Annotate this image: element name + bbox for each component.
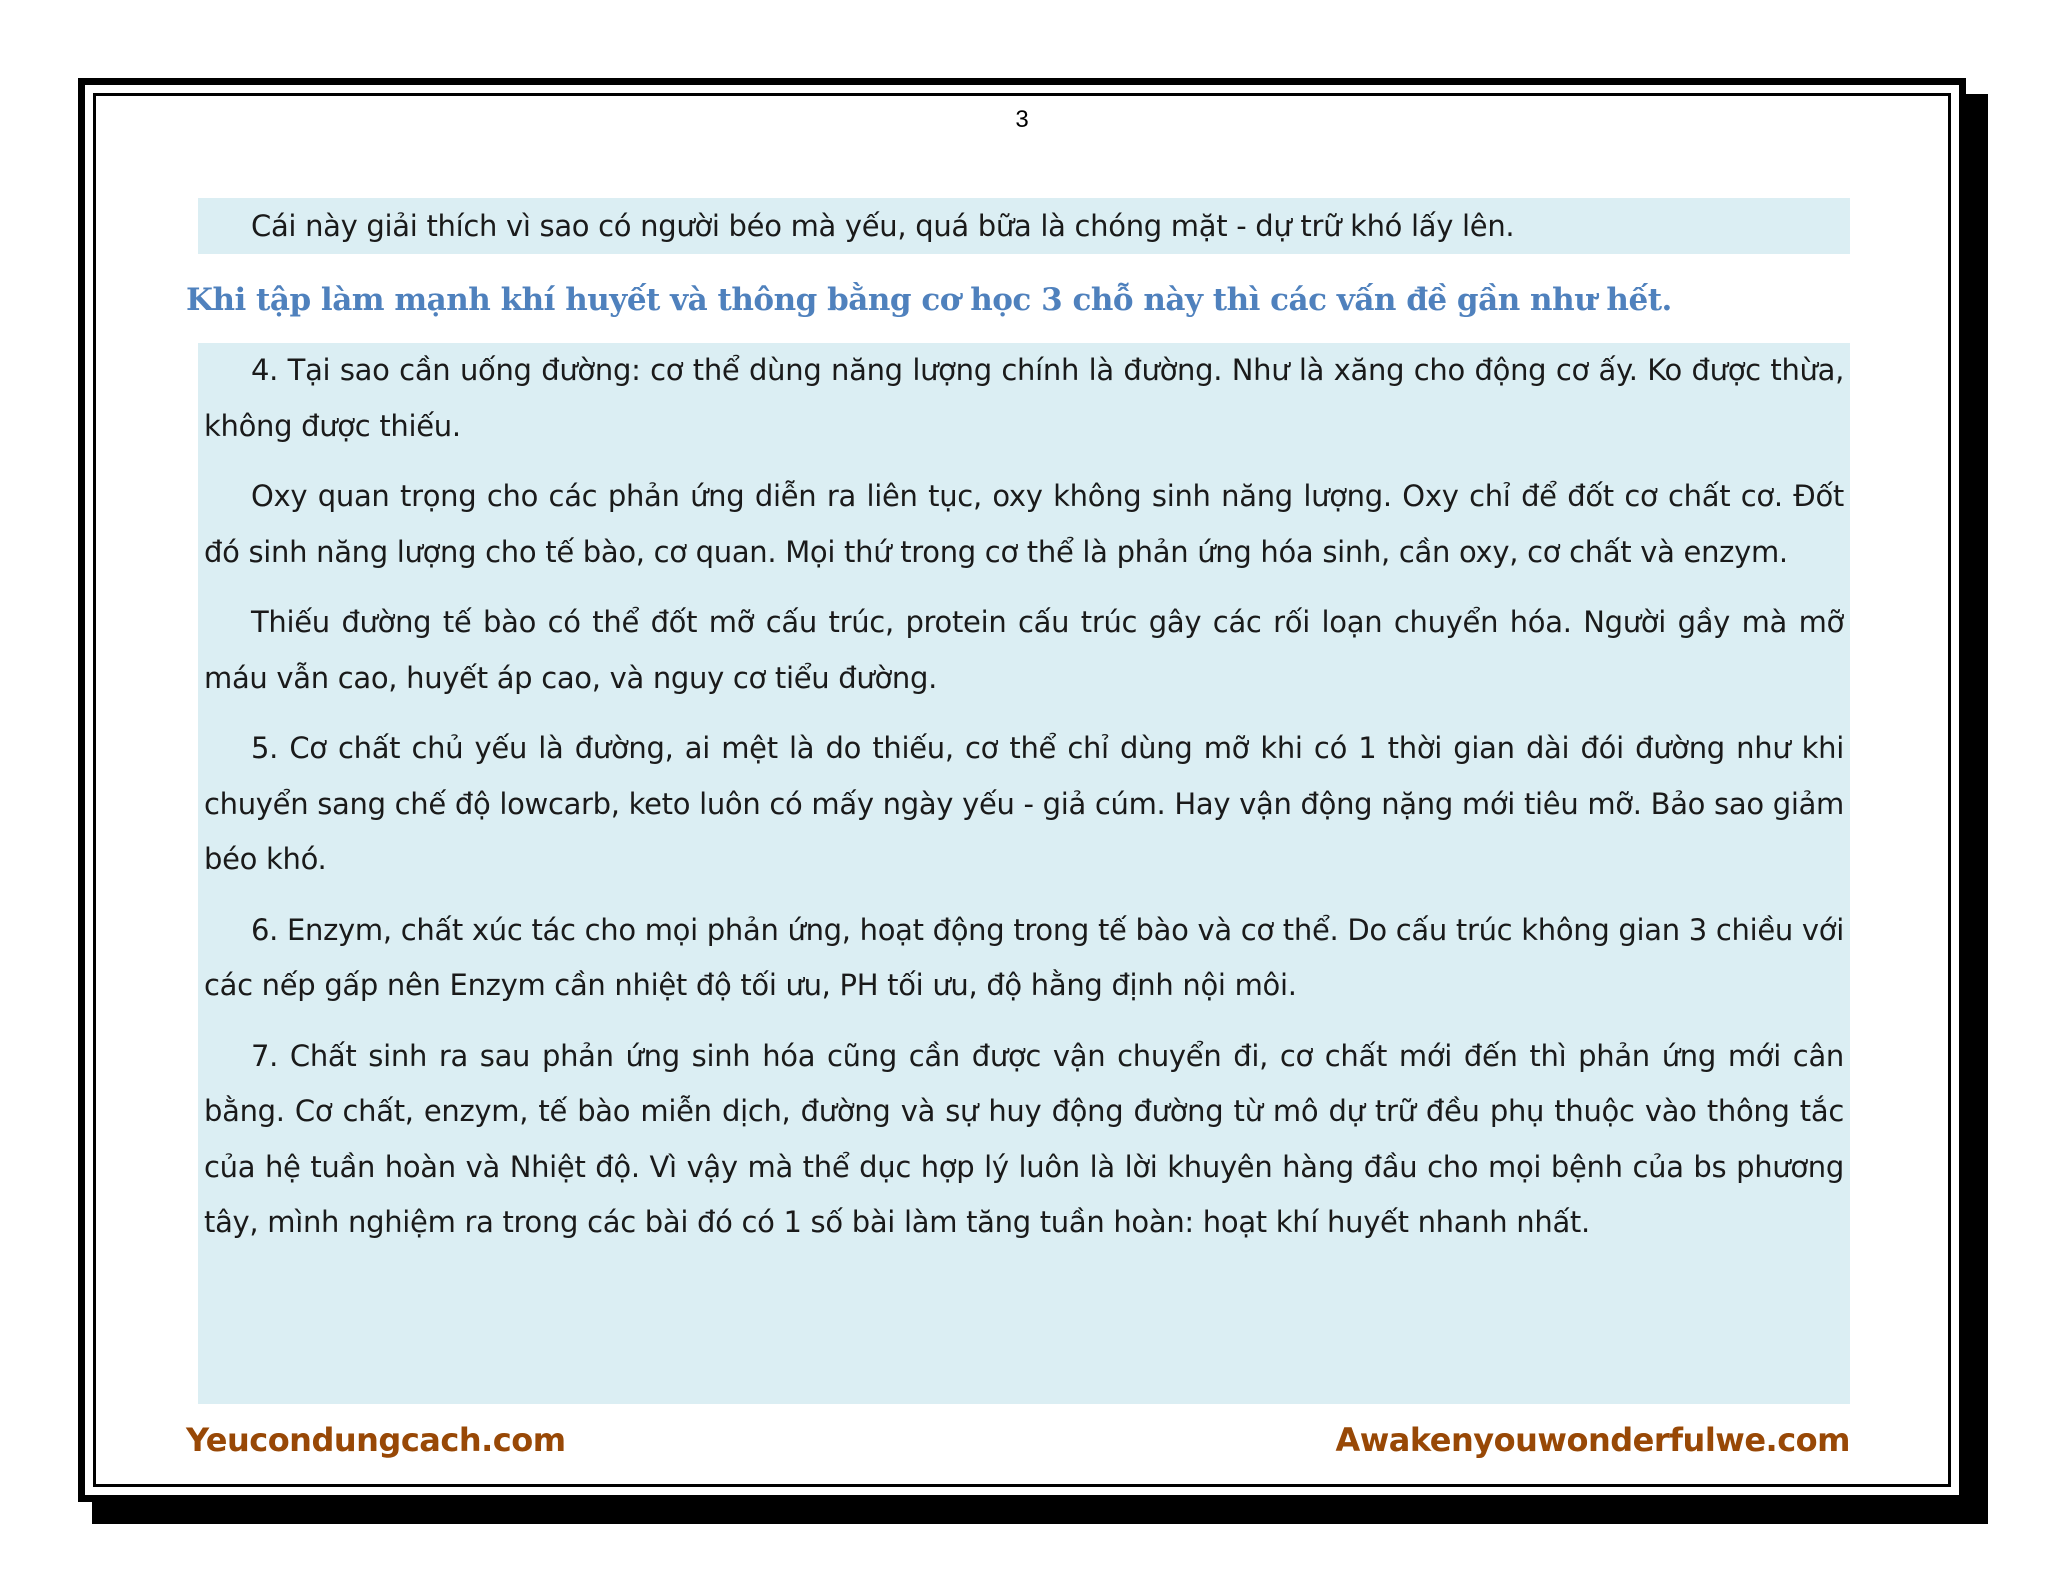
page-content [93, 93, 1951, 1487]
page-number: 3 [1015, 106, 1029, 133]
paragraph-sugar-deficiency: Thiếu đường tế bào có thể đốt mỡ cấu trúc, protein cấu trúc gây các rối loạn chuyển hóa. Người gầy mà mỡ máu vẫn cao, huyết áp cao, và nguy cơ tiểu đường. [204, 605, 1844, 695]
intro-block [198, 198, 1850, 254]
section-heading: Khi tập làm mạnh khí huyết và thông bằng cơ học 3 chỗ này thì các vấn đề gần như hết. [186, 282, 1672, 318]
body-block [198, 343, 1850, 1404]
paragraph-oxygen: Oxy quan trọng cho các phản ứng diễn ra liên tục, oxy không sinh năng lượng. Oxy chỉ để đốt cơ chất cơ. Đốt đó sinh năng lượng cho tế bào, cơ quan. Mọi thứ trong cơ thể là phản ứng hóa sinh, cần oxy, cơ chất và enzym. [204, 479, 1844, 569]
intro-paragraph: Cái này giải thích vì sao có người béo mà yếu, quá bữa là chóng mặt - dự trữ khó lấy lên. [251, 209, 1515, 243]
paragraph-sugar: 4. Tại sao cần uống đường: cơ thể dùng năng lượng chính là đường. Như là xăng cho động cơ ấy. Ko được thừa, không được thiếu. [204, 353, 1844, 443]
paragraph-substrate: 5. Cơ chất chủ yếu là đường, ai mệt là do thiếu, cơ thể chỉ dùng mỡ khi có 1 thời gian dài đói đường như khi chuyển sang chế độ lowcarb, keto luôn có mấy ngày yếu - giả cúm. Hay vận động nặng mới tiêu mỡ. Bảo sao giảm béo khó. [204, 731, 1844, 876]
footer-left-site: Yeucondungcach.com [186, 1421, 566, 1459]
footer-right-site: Awakenyouwonderfulwe.com [1335, 1421, 1850, 1459]
paragraph-enzyme: 6. Enzym, chất xúc tác cho mọi phản ứng, hoạt động trong tế bào và cơ thể. Do cấu trúc không gian 3 chiều với các nếp gấp nên Enzym cần nhiệt độ tối ưu, PH tối ưu, độ hằng định nội môi. [204, 912, 1844, 1002]
paragraph-circulation: 7. Chất sinh ra sau phản ứng sinh hóa cũng cần được vận chuyển đi, cơ chất mới đến thì phản ứng mới cân bằng. Cơ chất, enzym, tế bào miễn dịch, đường và sự huy động đường từ mô dự trữ đều phụ thuộc vào thông tắc của hệ tuần hoàn và Nhiệt độ. Vì vậy mà thể dục hợp lý luôn là lời khuyên hàng đầu cho mọi bệnh của bs phương tây, mình nghiệm ra trong các bài đó có 1 số bài làm tăng tuần hoàn: hoạt khí huyết nhanh nhất. [204, 1038, 1844, 1239]
page-border [78, 78, 1966, 1502]
